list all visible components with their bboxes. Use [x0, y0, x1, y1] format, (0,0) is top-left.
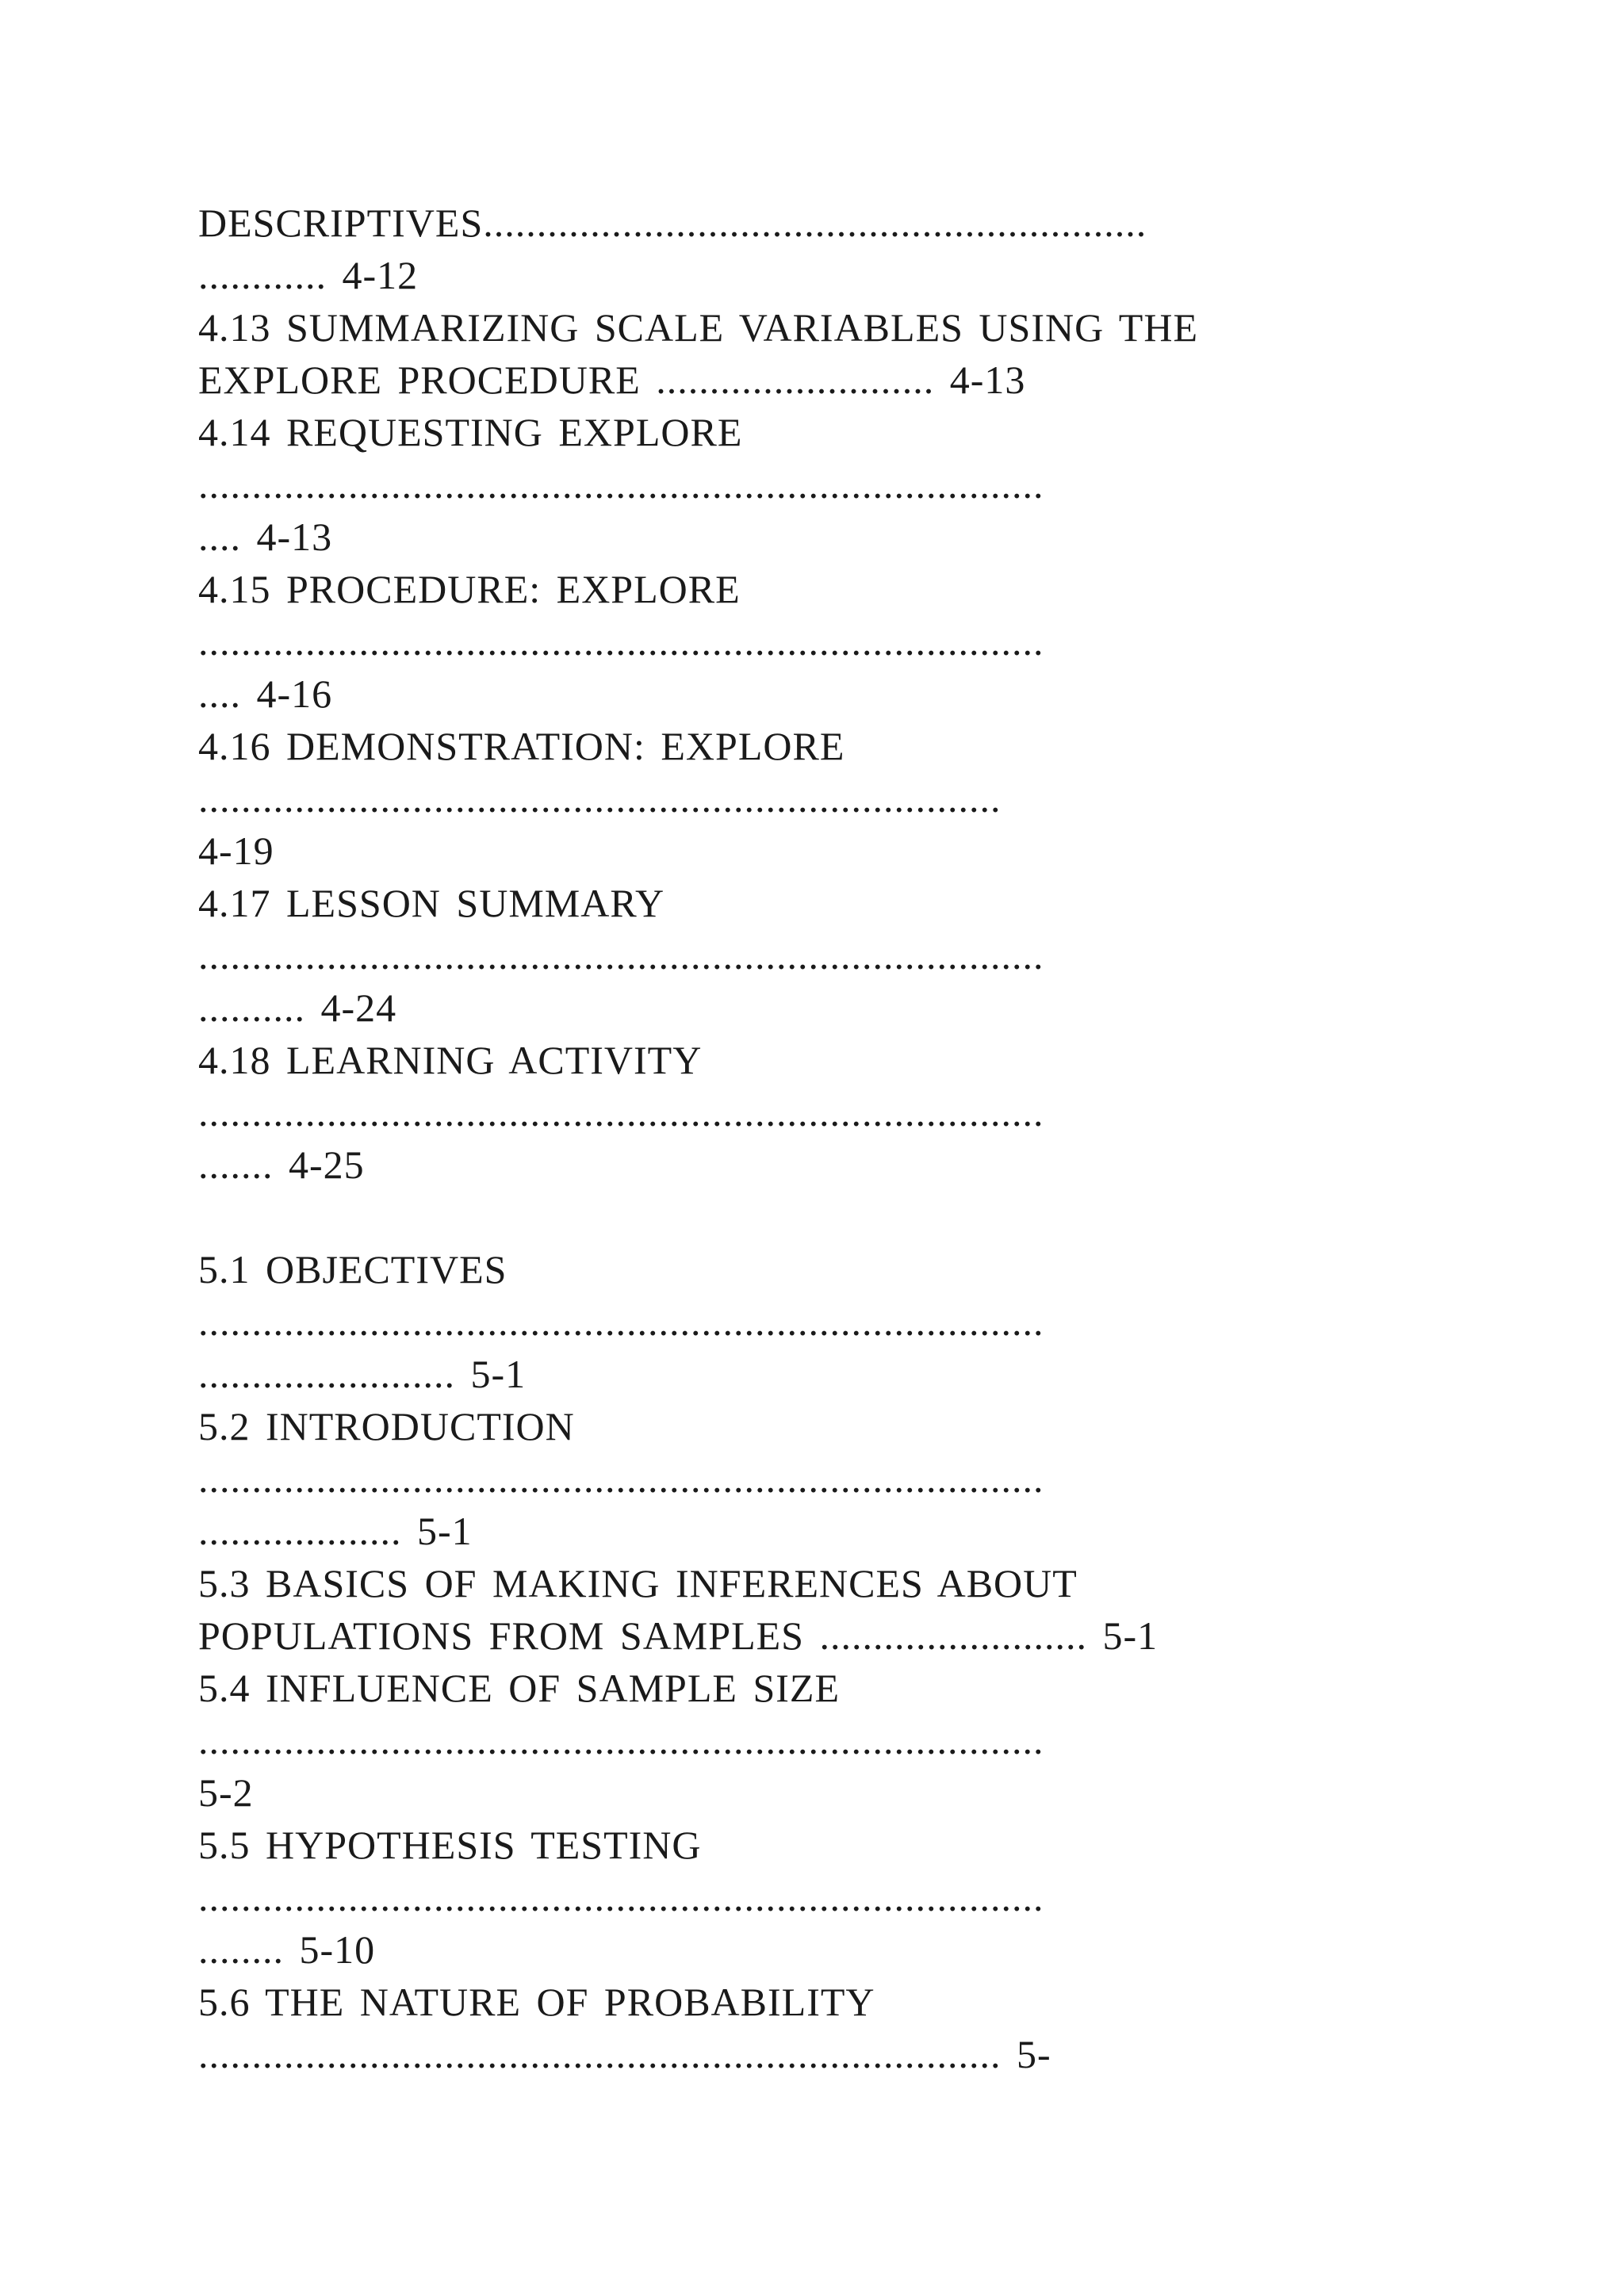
toc-line: 5.4 INFLUENCE OF SAMPLE SIZE [198, 1666, 840, 1710]
toc-line: 4.17 LESSON SUMMARY [198, 881, 665, 925]
toc-line: ................... 5-1 [198, 1509, 473, 1553]
toc-line: ........................................................................... 5- [198, 2032, 1051, 2076]
toc-line: 5.2 INTRODUCTION [198, 1404, 575, 1448]
toc-line: DESCRIPTIVES.............................................................. [198, 201, 1147, 245]
toc-line: .... 4-13 [198, 515, 333, 559]
toc-line: 4.15 PROCEDURE: EXPLORE [198, 567, 741, 611]
toc-line: ............................................................................... [198, 619, 1044, 664]
toc-line: 4.13 SUMMARIZING SCALE VARIABLES USING THE [198, 305, 1198, 350]
toc-line: ............................................................................... [198, 1090, 1044, 1135]
toc-line: EXPLORE PROCEDURE .......................... 4-13 [198, 358, 1026, 402]
toc-line: ............................................................................... [198, 1718, 1044, 1762]
toc-line: .......... 4-24 [198, 985, 397, 1030]
toc-line: .... 4-16 [198, 672, 333, 716]
toc-line: ............ 4-12 [198, 253, 419, 297]
toc-line: ............................................................................... [198, 1875, 1044, 1919]
toc-line: 4.16 DEMONSTRATION: EXPLORE [198, 724, 845, 768]
toc-line: ............................................................................... [198, 1456, 1044, 1501]
toc-line: 4.18 LEARNING ACTIVITY [198, 1038, 703, 1082]
toc-line: ............................................................................... [198, 462, 1044, 507]
toc-line: 5.6 THE NATURE OF PROBABILITY [198, 1980, 875, 2024]
table-of-contents [198, 197, 1435, 2080]
toc-line: 4-19 [198, 828, 274, 873]
blank-line [198, 1191, 1435, 1243]
toc-line: ............................................................................... [198, 933, 1044, 978]
toc-line: ........................................................................... [198, 776, 1002, 821]
toc-line: 4.14 REQUESTING EXPLORE [198, 410, 743, 454]
toc-line: ........ 5-10 [198, 1927, 376, 1972]
toc-line: 5-2 [198, 1770, 254, 1815]
toc-line: 5.5 HYPOTHESIS TESTING [198, 1823, 702, 1867]
toc-line: ............................................................................... [198, 1299, 1044, 1344]
toc-line: 5.1 OBJECTIVES [198, 1247, 508, 1292]
toc-line: ........................ 5-1 [198, 1352, 527, 1396]
toc-line: 5.3 BASICS OF MAKING INFERENCES ABOUT [198, 1561, 1078, 1605]
toc-line: ....... 4-25 [198, 1142, 365, 1187]
toc-line: POPULATIONS FROM SAMPLES ......................... 5-1 [198, 1613, 1159, 1658]
